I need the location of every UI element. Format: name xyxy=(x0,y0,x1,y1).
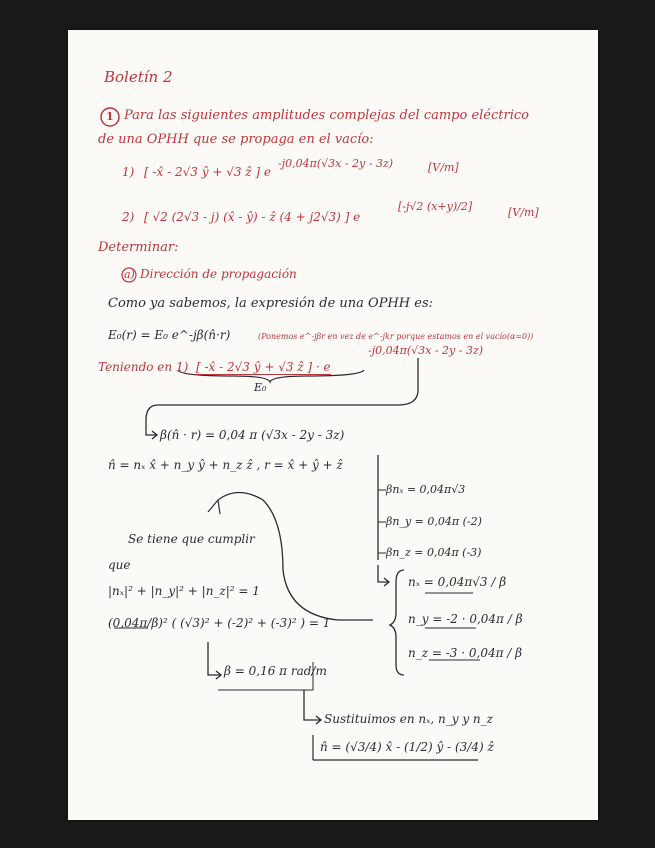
having-prefix: Teniendo en 1) xyxy=(98,360,189,374)
e0-label: E₀ xyxy=(254,381,267,394)
case2-expr: [ √2 (2√3 - j) (x̂ - ŷ) - ẑ (4 + j2√3) ] e xyxy=(144,210,361,224)
nx-value: nₓ = 0,04π√3 / β xyxy=(408,575,507,589)
case2-exponent: [-j√2 (x+y)/2] xyxy=(398,200,473,213)
beta-equation: β(n̂ · r) = 0,04 π (√3x - 2y - 3z) xyxy=(160,428,345,442)
having-exponent: -j0,04π(√3x - 2y - 3z) xyxy=(368,344,484,357)
beta-nx: βnₓ = 0,04π√3 xyxy=(386,483,466,496)
case2-units: [V/m] xyxy=(508,206,539,219)
having-expr: [ -x̂ - 2√3 ŷ + √3 ẑ ] · e xyxy=(196,360,331,374)
ophh-formula: E₀(r) = E₀ e^-jβ(n̂·r) xyxy=(108,328,231,342)
substitute-line: Sustituimos en nₓ, n_y y n_z xyxy=(324,712,493,726)
part-a-label: a) xyxy=(124,268,135,281)
ink-strokes xyxy=(68,30,598,820)
expand-equation: (0,04π/β)² ( (√3)² + (-2)² + (-3)² ) = 1 xyxy=(108,616,331,630)
case2-label: 2) xyxy=(122,210,135,224)
n-result: n̂ = (√3/4) x̂ - (1/2) ŷ - (3/4) ẑ xyxy=(320,740,494,754)
must-meet: Se tiene que cumplir xyxy=(128,532,255,546)
case1-label: 1) xyxy=(122,165,135,179)
formula-note: (Ponemos e^-jβr en vez de e^-jkr porque estamos en el vacío(α=0)) xyxy=(258,332,534,341)
part-a-title: Dirección de propagación xyxy=(140,267,297,281)
curve-arrow-back xyxy=(218,493,373,621)
page-title: Boletín 2 xyxy=(104,68,173,86)
beta-ny: βn_y = 0,04π (-2) xyxy=(386,515,482,528)
ny-value: n_y = -2 · 0,04π / β xyxy=(408,612,523,626)
n-system-brace xyxy=(390,570,404,675)
case1-expr: [ -x̂ - 2√3 ŷ + √3 ẑ ] e xyxy=(144,165,272,179)
solution-intro: Como ya sabemos, la expresión de una OPHH es: xyxy=(108,296,433,311)
norm-equation: |nₓ|² + |n_y|² + |n_z|² = 1 xyxy=(108,584,260,598)
problem-number: 1 xyxy=(106,110,114,123)
determine-label: Determinar: xyxy=(98,240,179,255)
nz-value: n_z = -3 · 0,04π / β xyxy=(408,646,523,660)
n-vector-def: n̂ = nₓ x̂ + n_y ŷ + n_z ẑ , r = x̂ + ŷ + ẑ xyxy=(108,458,343,472)
notebook-page xyxy=(68,30,598,820)
case1-exponent: -j0,04π(√3x - 2y - 3z) xyxy=(278,157,394,170)
problem-intro-1: Para las siguientes amplitudes complejas del campo eléctrico xyxy=(124,108,529,123)
beta-nz: βn_z = 0,04π (-3) xyxy=(386,546,482,559)
case1-units: [V/m] xyxy=(428,161,459,174)
que-label: que xyxy=(108,558,131,572)
problem-intro-2: de una OPHH que se propaga en el vacío: xyxy=(98,132,374,147)
beta-result: β = 0,16 π rad/m xyxy=(224,664,327,678)
